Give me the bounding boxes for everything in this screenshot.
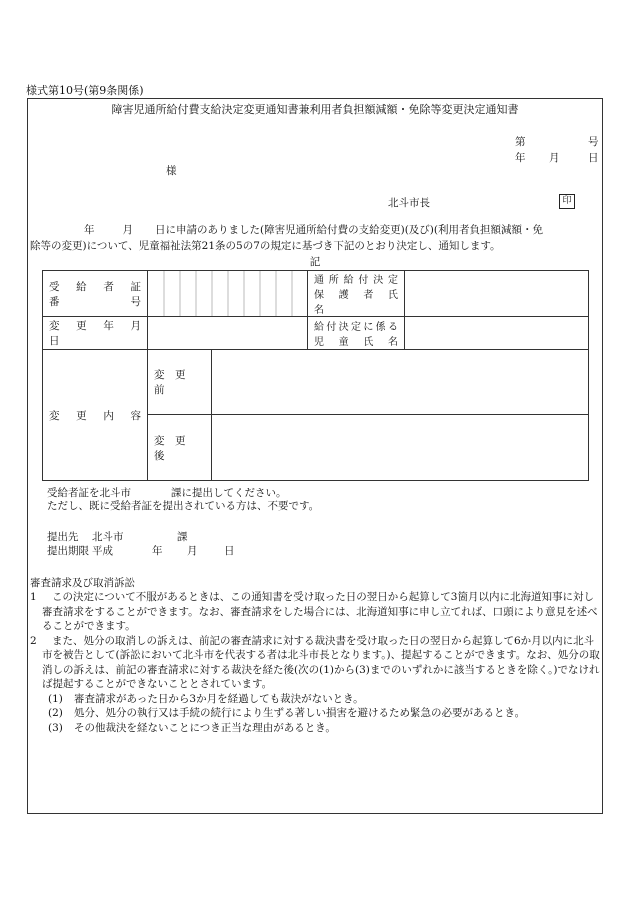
appeal-body	[30, 590, 600, 735]
appeal-item-1: 1 この決定について不服があるときは、この通知書を受け取った日の翌日から起算して3箇月以内に北海道知事に対し審査請求をすることができます。なお、審査請求をした場合には、北海道知事に申し立てれば、口頭により意見を述べることができます。	[30, 591, 598, 632]
child-name-label: 給付決定に係る 児 童 氏 名	[308, 317, 405, 350]
body-year: 年	[84, 224, 95, 236]
before-label: 変 更 前	[148, 350, 212, 415]
destination-label: 提出先	[47, 531, 79, 543]
guardian-name-label: 通所給付決定 保 護 者 氏 名	[308, 271, 405, 317]
appeal-heading: 審査請求及び取消訴訟	[30, 577, 135, 589]
issue-date-month: 月	[549, 152, 560, 164]
after-field[interactable]	[212, 415, 589, 481]
before-field[interactable]	[212, 350, 589, 415]
destination-section: 課	[177, 531, 188, 543]
notice-body	[30, 222, 600, 254]
destination-value: 北斗市	[92, 531, 124, 543]
body-line2: 除等の変更)について、児童福祉法第21条の5の7の規定に基づき下記のとおり決定し、通知します。	[30, 240, 501, 252]
cert-number-label: 受 給 者 証 番 号	[43, 271, 148, 317]
appeal-subitem-2: (2) 処分、処分の執行又は手続の続行により生ずる著しい損害を避けるため緊急の必要があるとき。	[48, 707, 526, 719]
document-title: 障害児通所給付費支給決定変更通知書兼利用者負担額減額・免除等変更決定通知書	[111, 103, 519, 116]
addressee-honorific: 様	[166, 165, 177, 177]
deadline-month: 月	[187, 545, 198, 557]
guardian-name-field[interactable]	[405, 271, 589, 317]
change-content-label: 変 更 内 容	[43, 350, 148, 481]
appeal-subitem-3: (3) その他裁決を経ないことにつき正当な理由があるとき。	[48, 721, 336, 734]
document-number-label: 第	[515, 136, 526, 148]
after-label: 変 更 後	[148, 415, 212, 481]
document-number-suffix: 号	[588, 136, 599, 148]
appeal-subitem-1: (1) 審査請求があった日から3か月を経過しても裁決がないとき。	[48, 692, 364, 705]
appeal-item-2: 2 また、処分の取消しの訴えは、前記の審査請求に対する裁決書を受け取った日の翌日から起算して6か月以内に北斗市を被告として(訴訟において北斗市を代表する者は北斗市長となります。)、提起することができます。なお、処分の取消しの訴えは、前記の審査請求に対する裁決を経た後(次の(1)から(3)までのいずれかに該当するときを除く。)でなければ提起することができないこととされています。	[30, 634, 600, 690]
issuer-mayor: 北斗市長	[388, 197, 430, 209]
change-date-label: 変 更 年 月 日	[43, 317, 148, 350]
ki-heading: 記	[309, 256, 321, 268]
child-name-field[interactable]	[405, 317, 589, 350]
deadline-year: 年	[152, 545, 163, 557]
cert-number-field[interactable]	[148, 271, 308, 317]
submission-note-2: ただし、既に受給者証を提出されている方は、不要です。	[47, 500, 320, 512]
deadline-label: 提出期限	[47, 545, 89, 557]
body-line1: 日に申請のありました(障害児通所給付費の支給変更)(及び)(利用者負担額減額・免	[155, 224, 543, 236]
body-month: 月	[122, 224, 133, 236]
submission-note-1: 受給者証を北斗市 課に提出してください。	[47, 487, 287, 499]
issue-date-year: 年	[515, 152, 526, 164]
deadline-day: 日	[224, 545, 235, 557]
change-table	[42, 270, 589, 481]
change-date-field[interactable]	[148, 317, 308, 350]
form-number: 様式第10号(第9条関係)	[26, 84, 144, 97]
issue-date-day: 日	[588, 152, 599, 164]
seal-stamp: 印	[559, 194, 575, 209]
deadline-era: 平成	[92, 545, 113, 557]
